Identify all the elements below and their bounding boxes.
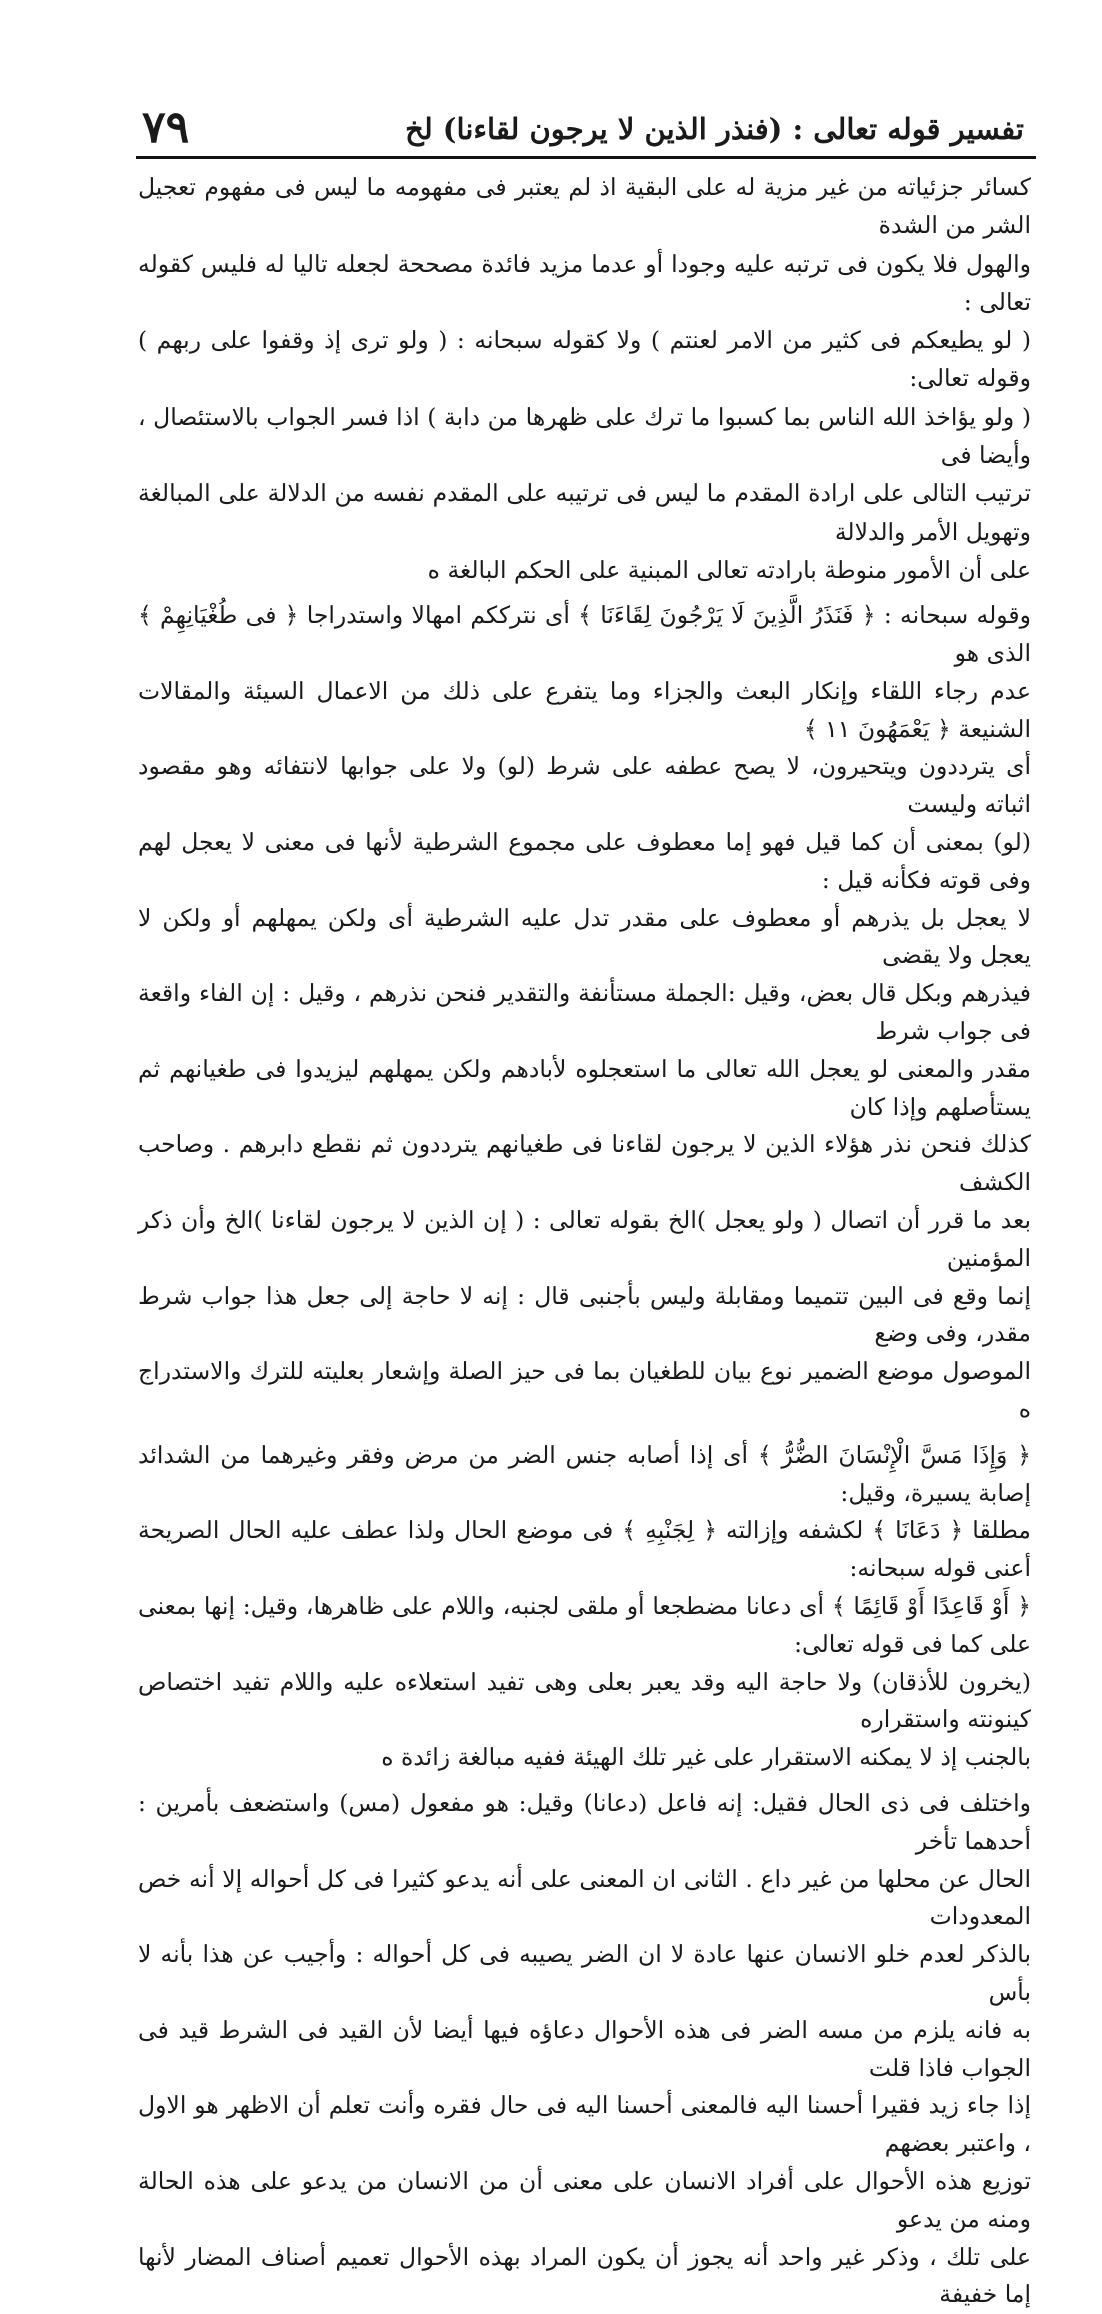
header-rule	[136, 156, 1036, 159]
running-title: تفسير قوله تعالى : (فنذر الذين لا يرجون لقاءنا) لخ	[405, 112, 1024, 146]
page-header	[130, 102, 1030, 162]
paragraph-3: ﴿ وَإِذَا مَسَّ الْإِنْسَانَ الضُّرُّ ﴾ أى إذا أصابه جنس الضر من مرض وفقر وغيرهما من الشدائد إصابة يسيرة، وقيل: مطلقا ﴿ دَعَانَا ﴾ لكشفه وإزالته ﴿ لِجَنْبِهِ ﴾ فى موضع الحال ولذا عطف عليه الحال الصريحة أعنى قوله سبحانه: ﴿ أَوْ قَاعِدًا أَوْ قَائِمًا ﴾ أى دعانا مضطجعا أو ملقى لجنبه، واللام على ظاهرها، وقيل: إنها بمعنى على كما فى قوله تعالى: (يخرون للأذقان) ولا حاجة اليه وقد يعبر بعلى وهى تفيد استعلاءه عليه واللام تفيد اختصاص كينونته واستقراره بالجنب إذ لا يمكنه الاستقرار على غير تلك الهيئة ففيه مبالغة زائدة ه	[138, 1440, 1031, 1772]
page-number: ٧٩	[142, 102, 190, 153]
paragraph-1: كسائر جزئياته من غير مزية له على البقية اذ لم يعتبر فى مفهومه ما ليس فى مفهوم تعجيل الشر من الشدة والهول فلا يكون فى ترتبه عليه وجودا أو عدما مزيد فائدة مصححة لجعله تاليا له فليس كقوله تعالى : ( لو يطيعكم فى كثير من الامر لعنتم ) ولا كقوله سبحانه : ( ولو ترى إذ وقفوا على ربهم ) وقوله تعالى: ( ولو يؤاخذ الله الناس بما كسبوا ما ترك على ظهرها من دابة ) اذا فسر الجواب بالاستئصال ، وأيضا فى ترتيب التالى على ارادة المقدم ما ليس فى ترتيبه على المقدم نفسه من الدلالة على المبالغة وتهويل الأمر والدلالة على أن الأمور منوطة بارادته تعالى المبنية على الحكم البالغة ه	[138, 173, 1031, 584]
body-text	[138, 168, 1031, 2309]
paragraph-2: وقوله سبحانه : ﴿ فَنَذَرُ الَّذِينَ لَا يَرْجُونَ لِقَاءَنَا ﴾ أى نترككم امهالا واستدراجا ﴿ فى طُغْيَانِهِمْ ﴾ الذى هو عدم رجاء اللقاء وإنكار البعث والجزاء وما يتفرع على ذلك من الاعمال السيئة والمقالات الشنيعة ﴿ يَعْمَهُونَ ١١ ﴾ أى يترددون ويتحيرون، لا يصح عطفه على شرط (لو) ولا على جوابها لانتفائه وهو مقصود اثباته وليست (لو) بمعنى أن كما قيل فهو إما معطوف على مجموع الشرطية لأنها فى معنى لا يعجل لهم وفى قوته فكأنه قيل : لا يعجل بل يذرهم أو معطوف على مقدر تدل عليه الشرطية أى ولكن يمهلهم أو ولكن لا يعجل ولا يقضى فيذرهم وبكل قال بعض، وقيل :الجملة مستأنفة والتقدير فنحن نذرهم ، وقيل : إن الفاء واقعة فى جواب شرط مقدر والمعنى لو يعجل الله تعالى ما استعجلوه لأبادهم ولكن يمهلهم ليزيدوا فى طغيانهم ثم يستأصلهم وإذا كان كذلك فنحن نذر هؤلاء الذين لا يرجون لقاءنا فى طغيانهم يترددون ثم نقطع دابرهم . وصاحب الكشف بعد ما قرر أن اتصال ( ولو يعجل )الخ بقوله تعالى : ( إن الذين لا يرجون لقاءنا )الخ وأن ذكر المؤمنين إنما وقع فى البين تتميما ومقابلة وليس بأجنبى قال : إنه لا حاجة إلى جعل هذا جواب شرط مقدر، وفى وضع الموصول موضع الضمير نوع بيان للطغيان بما فى حيز الصلة وإشعار بعليته للترك والاستدراج ه	[138, 601, 1031, 1423]
paragraph-4: واختلف فى ذى الحال فقيل: إنه فاعل (دعانا) وقيل: هو مفعول (مس) واستضعف بأمرين : أحدهما تأخر الحال عن محلها من غير داع . الثانى ان المعنى على أنه يدعو كثيرا فى كل أحواله إلا أنه خص المعدودات بالذكر لعدم خلو الانسان عنها عادة لا ان الضر يصيبه فى كل أحواله : وأجيب عن هذا بأنه لا بأس به فانه يلزم من مسه الضر فى هذه الأحوال دعاؤه فيها أيضا لأن القيد فى الشرط قيد فى الجواب فاذا قلت إذا جاء زيد فقيرا أحسنا اليه فالمعنى أحسنا اليه فى حال فقره وأنت تعلم أن الاظهر هو الاول ، واعتبر بعضهم توزيع هذه الأحوال على أفراد الانسان على معنى أن من الانسان من يدعو على هذه الحالة ومنه من يدعو على تلك ، وذكر غير واحد أنه يجوز أن يكون المراد بهذه الأحوال تعميم أصناف المضار لأنها إما خفيفة	[138, 1788, 1031, 2309]
